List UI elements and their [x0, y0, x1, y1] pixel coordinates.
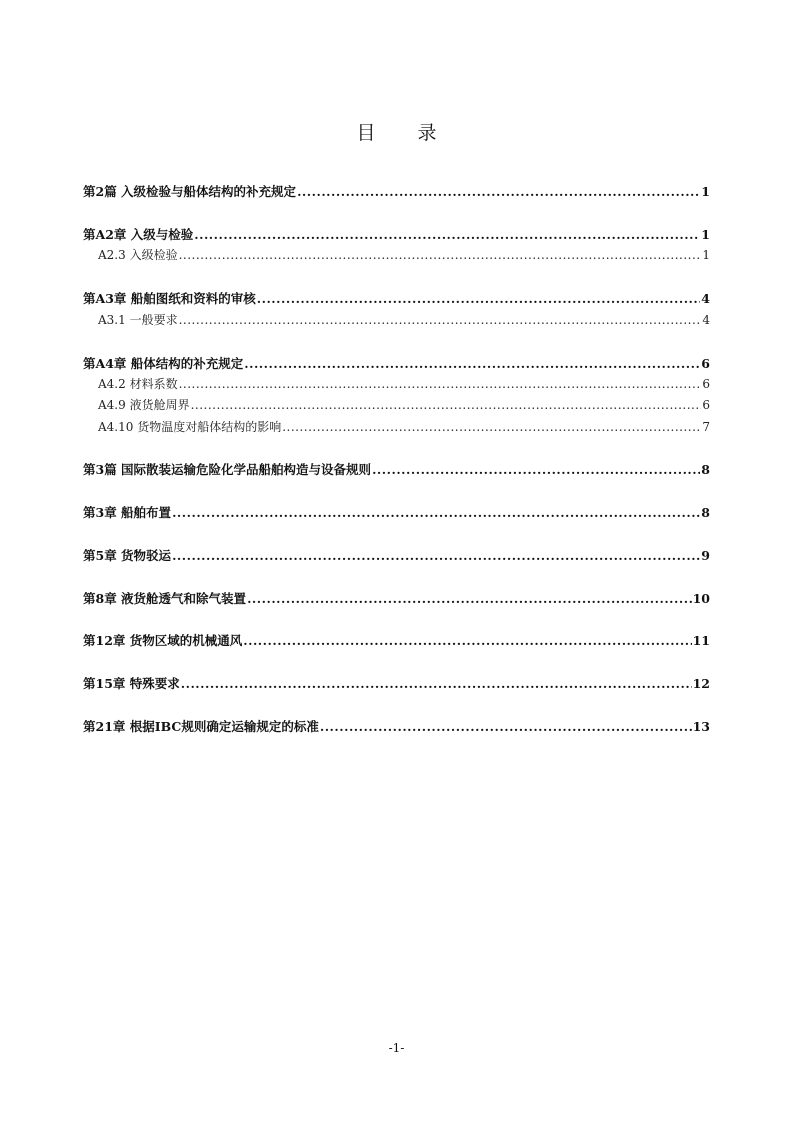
toc-entry-page: 11 [692, 633, 710, 648]
toc-leader-dots [282, 420, 701, 434]
toc-entry[interactable] [83, 289, 710, 307]
toc-entry-label: 第A4章 船体结构的补充规定 [83, 356, 244, 371]
toc-entry-label: 第15章 特殊要求 [83, 676, 180, 691]
toc-entry-page: 6 [702, 398, 710, 412]
toc-leader-dots [244, 356, 700, 371]
toc-entry-label: 第12章 货物区域的机械通风 [83, 633, 243, 648]
toc-entry-page: 8 [701, 505, 710, 520]
toc-entry-label: A4.9 液货舱周界 [98, 398, 190, 412]
toc-leader-dots [257, 291, 701, 306]
toc-entry[interactable] [83, 717, 710, 735]
toc-leader-dots [372, 462, 700, 477]
toc-entry-page: 4 [702, 313, 710, 327]
page-number: -1- [388, 1041, 405, 1055]
toc-subentry[interactable] [98, 418, 710, 435]
toc-leader-dots [247, 591, 692, 606]
toc-entry-page: 1 [701, 227, 710, 242]
toc-entry-page: 9 [701, 548, 710, 563]
toc-entry[interactable] [83, 631, 710, 649]
toc-entry-label: A4.10 货物温度对船体结构的影响 [98, 420, 282, 434]
toc-entry-label: 第3章 船舶布置 [83, 505, 172, 520]
toc-entry-page: 8 [701, 462, 710, 477]
toc-entry-page: 10 [692, 591, 710, 606]
toc-subentry[interactable] [98, 396, 710, 413]
toc-leader-dots [179, 377, 702, 391]
toc-entry-label: 第21章 根据IBC规则确定运输规定的标准 [83, 719, 319, 734]
toc-leader-dots [243, 633, 691, 648]
toc-leader-dots [191, 398, 702, 412]
toc-entry[interactable] [83, 225, 710, 243]
toc-leader-dots [297, 184, 700, 199]
toc-leader-dots [320, 719, 692, 734]
toc-entry[interactable] [83, 354, 710, 372]
toc-entry-page: 13 [692, 719, 710, 734]
toc-leader-dots [172, 505, 700, 520]
toc-entry-label: 第3篇 国际散装运输危险化学品船舶构造与设备规则 [83, 462, 372, 477]
toc-entry-page: 6 [702, 377, 710, 391]
toc-leader-dots [179, 248, 702, 262]
toc-entry-page: 1 [702, 248, 710, 262]
toc-entry[interactable] [83, 589, 710, 607]
toc-entry-label: A3.1 一般要求 [98, 313, 178, 327]
toc-entry-label: 第2篇 入级检验与船体结构的补充规定 [83, 184, 297, 199]
toc-entry-label: 第8章 液货舱透气和除气装置 [83, 591, 247, 606]
toc-entry-label: 第5章 货物驳运 [83, 548, 172, 563]
toc-entry[interactable] [83, 182, 710, 200]
toc-leader-dots [172, 548, 700, 563]
toc-entry-page: 4 [701, 291, 710, 306]
toc-leader-dots [179, 313, 702, 327]
toc-entry-label: A4.2 材料系数 [98, 377, 178, 391]
toc-subentry[interactable] [98, 246, 710, 263]
page-title: 目 录 [356, 122, 455, 144]
toc-leader-dots [194, 227, 700, 242]
toc-entry-page: 12 [692, 676, 710, 691]
toc-entry-page: 7 [702, 420, 710, 434]
toc-entry[interactable] [83, 674, 710, 692]
toc-entry[interactable] [83, 503, 710, 521]
toc-entry[interactable] [83, 460, 710, 478]
toc-entry-label: 第A2章 入级与检验 [83, 227, 194, 242]
toc-entry-label: A2.3 入级检验 [98, 248, 178, 262]
toc-entry-page: 6 [701, 356, 710, 371]
toc-entry-label: 第A3章 船舶图纸和资料的审核 [83, 291, 256, 306]
toc-subentry[interactable] [98, 311, 710, 328]
toc-subentry[interactable] [98, 375, 710, 392]
toc-entry[interactable] [83, 546, 710, 564]
toc-entry-page: 1 [701, 184, 710, 199]
toc-leader-dots [181, 676, 692, 691]
